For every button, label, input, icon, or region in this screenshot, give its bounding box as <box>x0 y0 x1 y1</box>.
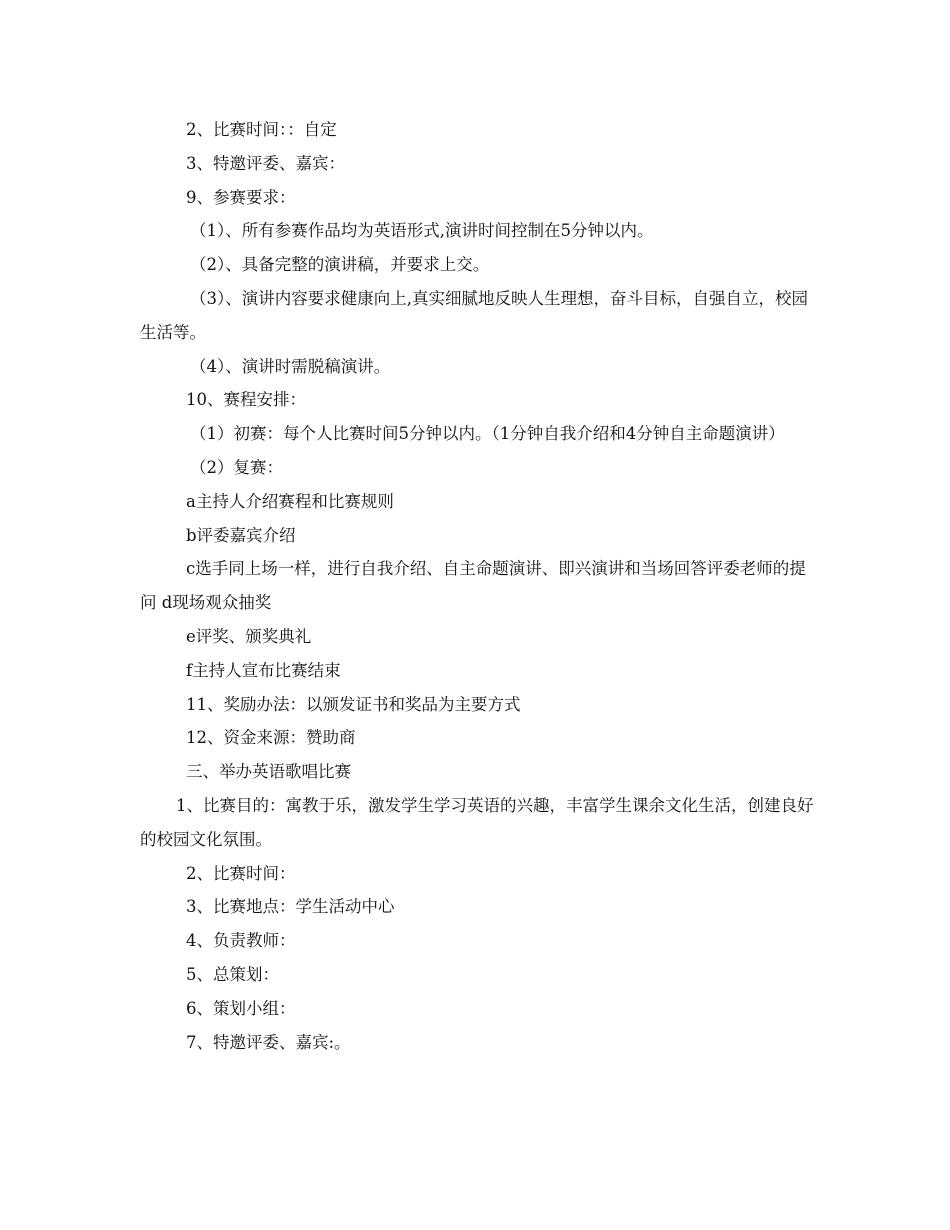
paragraph: 10、赛程安排： <box>186 390 306 410</box>
paragraph: 4、负责教师： <box>186 931 296 951</box>
paragraph: c选手同上场一样，进行自我介绍、自主命题演讲、即兴演讲和当场回答评委老师的提问 d现场观众抽奖 <box>140 559 806 613</box>
paragraph: （1）初赛：每个人比赛时间5分钟以内。（1分钟自我介绍和4分钟自主命题演讲） <box>190 424 785 444</box>
paragraph: 6、策划小组： <box>186 998 296 1018</box>
paragraph: f主持人宣布比赛结束 <box>186 660 341 680</box>
paragraph: e评奖、颁奖典礼 <box>186 626 312 646</box>
paragraph: a主持人介绍赛程和比赛规则 <box>186 491 394 511</box>
paragraph: 9、参赛要求： <box>186 187 296 207</box>
section-heading: 三、举办英语歌唱比赛 <box>186 762 351 782</box>
document-body <box>140 113 820 1059</box>
paragraph: b评委嘉宾介绍 <box>186 525 296 545</box>
paragraph: 11、奖励办法：以颁发证书和奖品为主要方式 <box>186 694 521 714</box>
paragraph: （1）、所有参赛作品均为英语形式,演讲时间控制在5分钟以内。 <box>190 221 654 241</box>
paragraph: 2、比赛时间： <box>186 863 296 883</box>
paragraph: （2）复赛： <box>190 457 283 477</box>
paragraph: 2、比赛时间：：自定 <box>186 120 337 139</box>
paragraph: （2）、具备完整的演讲稿，并要求上交。 <box>190 255 490 275</box>
paragraph: 3、特邀评委、嘉宾： <box>186 153 345 173</box>
paragraph: 5、总策划： <box>186 964 279 984</box>
paragraph: （4）、演讲时需脱稿演讲。 <box>190 356 391 376</box>
paragraph: （3）、演讲内容要求健康向上,真实细腻地反映人生理想，奋斗目标，自强自立，校园生活等。 <box>140 288 808 342</box>
paragraph: 1、比赛目的：寓教于乐，激发学生学习英语的兴趣，丰富学生课余文化生活，创建良好的校园文化氛围。 <box>140 795 814 849</box>
paragraph: 7、特邀评委、嘉宾:。 <box>186 1032 351 1052</box>
paragraph: 12、资金来源：赞助商 <box>186 728 356 748</box>
paragraph: 3、比赛地点：学生活动中心 <box>186 897 395 917</box>
